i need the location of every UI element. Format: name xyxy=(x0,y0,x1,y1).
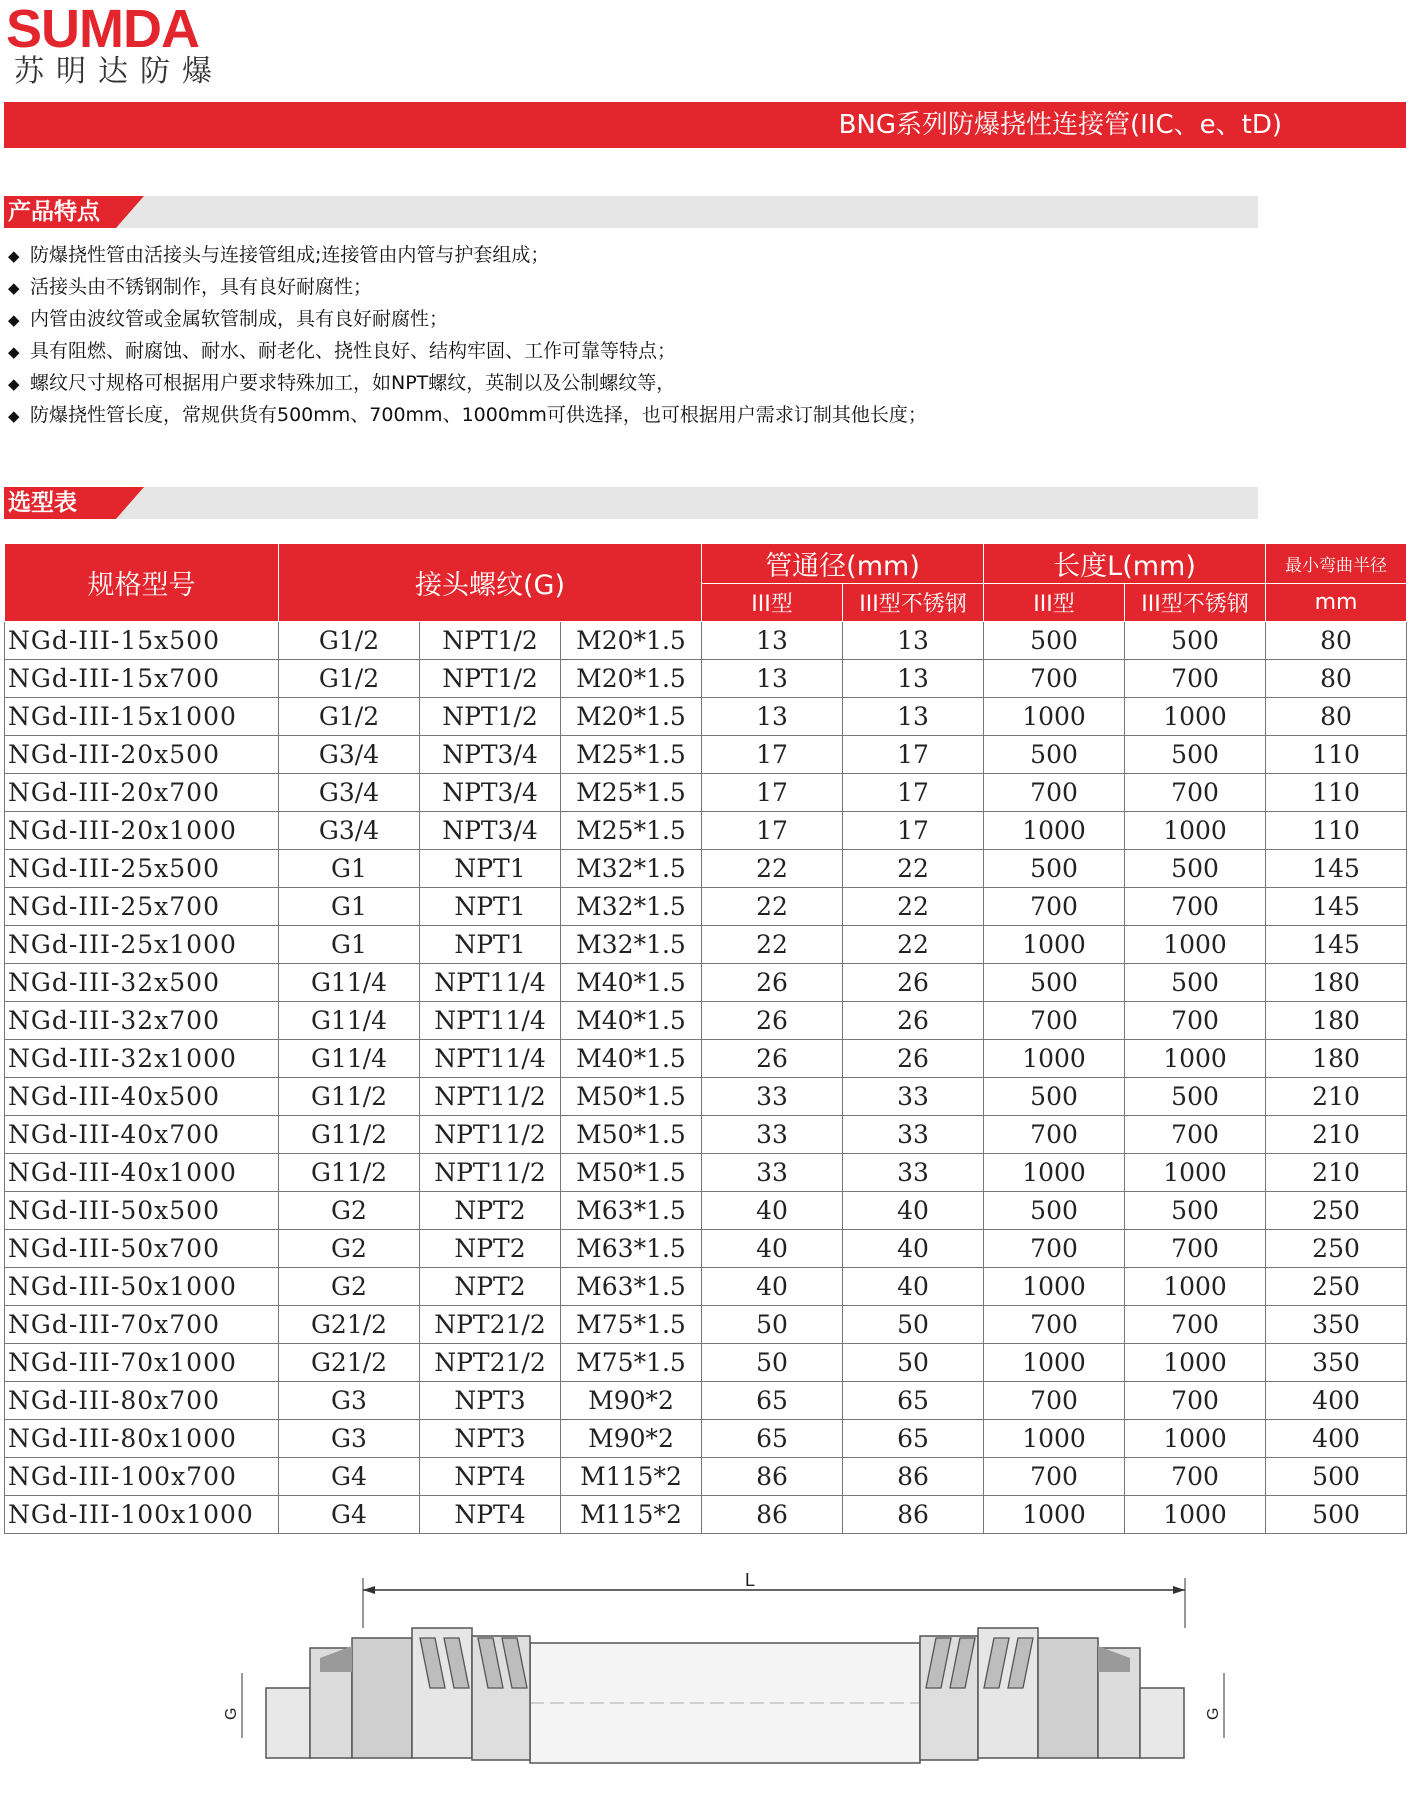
cell-length-type3: 1000 xyxy=(984,1268,1125,1306)
cell-thread-metric: M20*1.5 xyxy=(561,698,702,736)
cell-thread-npt: NPT3/4 xyxy=(420,812,561,850)
cell-thread-g: G1/2 xyxy=(279,660,420,698)
cell-length-type3-ss: 700 xyxy=(1125,888,1266,926)
feature-text: 防爆挠性管长度，常规供货有500mm、700mm、1000mm可供选择，也可根据用户需求订制其他长度； xyxy=(30,404,927,426)
feature-item xyxy=(8,400,1308,432)
cell-length-type3-ss: 1000 xyxy=(1125,1154,1266,1192)
table-row xyxy=(5,1268,1407,1306)
cell-thread-npt: NPT21/2 xyxy=(420,1306,561,1344)
cell-min-bend-radius: 145 xyxy=(1266,850,1407,888)
cell-min-bend-radius: 210 xyxy=(1266,1154,1407,1192)
cell-thread-npt: NPT3/4 xyxy=(420,774,561,812)
cell-min-bend-radius: 145 xyxy=(1266,888,1407,926)
cell-model: NGd-III-70x1000 xyxy=(5,1344,279,1382)
cell-thread-metric: M115*2 xyxy=(561,1458,702,1496)
table-row xyxy=(5,1192,1407,1230)
cell-bore-type3-ss: 22 xyxy=(843,850,984,888)
cell-thread-g: G11/2 xyxy=(279,1116,420,1154)
cell-bore-type3-ss: 13 xyxy=(843,660,984,698)
cell-thread-npt: NPT11/2 xyxy=(420,1154,561,1192)
cell-model: NGd-III-25x1000 xyxy=(5,926,279,964)
cell-bore-type3: 65 xyxy=(702,1382,843,1420)
cell-min-bend-radius: 250 xyxy=(1266,1192,1407,1230)
cell-min-bend-radius: 110 xyxy=(1266,736,1407,774)
cell-thread-metric: M20*1.5 xyxy=(561,660,702,698)
cell-bore-type3: 50 xyxy=(702,1306,843,1344)
thread-label-left: G xyxy=(223,1707,240,1720)
cell-thread-g: G3 xyxy=(279,1420,420,1458)
cell-length-type3: 500 xyxy=(984,736,1125,774)
cell-bore-type3: 26 xyxy=(702,1040,843,1078)
cell-thread-metric: M115*2 xyxy=(561,1496,702,1534)
diamond-bullet-icon: ◆ xyxy=(8,247,20,265)
cell-length-type3: 500 xyxy=(984,964,1125,1002)
cell-thread-metric: M50*1.5 xyxy=(561,1078,702,1116)
cell-min-bend-radius: 400 xyxy=(1266,1382,1407,1420)
cell-length-type3: 700 xyxy=(984,1382,1125,1420)
cell-model: NGd-III-80x700 xyxy=(5,1382,279,1420)
cell-length-type3: 500 xyxy=(984,1192,1125,1230)
cell-length-type3-ss: 500 xyxy=(1125,622,1266,660)
cell-bore-type3: 22 xyxy=(702,850,843,888)
cell-length-type3: 500 xyxy=(984,622,1125,660)
cell-model: NGd-III-25x500 xyxy=(5,850,279,888)
cell-thread-npt: NPT21/2 xyxy=(420,1344,561,1382)
cell-min-bend-radius: 80 xyxy=(1266,622,1407,660)
cell-thread-g: G3/4 xyxy=(279,736,420,774)
feature-text: 螺纹尺寸规格可根据用户要求特殊加工，如NPT螺纹，英制以及公制螺纹等， xyxy=(30,372,676,394)
cell-min-bend-radius: 110 xyxy=(1266,774,1407,812)
cell-thread-metric: M75*1.5 xyxy=(561,1306,702,1344)
cell-length-type3: 700 xyxy=(984,888,1125,926)
cell-thread-metric: M50*1.5 xyxy=(561,1116,702,1154)
cell-length-type3: 700 xyxy=(984,1458,1125,1496)
table-row xyxy=(5,622,1407,660)
table-row xyxy=(5,1458,1407,1496)
feature-text: 活接头由不锈钢制作，具有良好耐腐性； xyxy=(30,276,373,298)
cell-bore-type3-ss: 26 xyxy=(843,964,984,1002)
cell-length-type3-ss: 700 xyxy=(1125,774,1266,812)
cell-length-type3: 1000 xyxy=(984,1344,1125,1382)
diamond-bullet-icon: ◆ xyxy=(8,407,20,425)
cell-model: NGd-III-15x700 xyxy=(5,660,279,698)
cell-model: NGd-III-50x1000 xyxy=(5,1268,279,1306)
cell-length-type3-ss: 1000 xyxy=(1125,1496,1266,1534)
cell-bore-type3: 22 xyxy=(702,926,843,964)
cell-length-type3: 1000 xyxy=(984,698,1125,736)
cell-length-type3: 700 xyxy=(984,1116,1125,1154)
cell-thread-metric: M63*1.5 xyxy=(561,1230,702,1268)
selection-table xyxy=(4,543,1407,1534)
cell-bore-type3: 50 xyxy=(702,1344,843,1382)
table-body xyxy=(5,622,1407,1534)
cell-bore-type3: 13 xyxy=(702,698,843,736)
cell-thread-g: G11/4 xyxy=(279,964,420,1002)
cell-length-type3-ss: 700 xyxy=(1125,660,1266,698)
header-model: 规格型号 xyxy=(5,544,279,622)
feature-text: 具有阻燃、耐腐蚀、耐水、耐老化、挠性良好、结构牢固、工作可靠等特点； xyxy=(30,340,677,362)
cell-min-bend-radius: 110 xyxy=(1266,812,1407,850)
cell-thread-g: G11/2 xyxy=(279,1078,420,1116)
feature-item xyxy=(8,304,1308,336)
cell-length-type3: 1000 xyxy=(984,1040,1125,1078)
cell-thread-npt: NPT1/2 xyxy=(420,660,561,698)
cell-thread-g: G2 xyxy=(279,1268,420,1306)
feature-list xyxy=(8,240,1308,432)
cell-length-type3: 1000 xyxy=(984,1420,1125,1458)
cell-bore-type3: 26 xyxy=(702,964,843,1002)
cell-bore-type3-ss: 65 xyxy=(843,1382,984,1420)
table-row xyxy=(5,736,1407,774)
cell-bore-type3-ss: 65 xyxy=(843,1420,984,1458)
title-banner xyxy=(4,102,1406,148)
cell-bore-type3-ss: 22 xyxy=(843,888,984,926)
cell-bore-type3-ss: 50 xyxy=(843,1344,984,1382)
cell-thread-npt: NPT11/4 xyxy=(420,1040,561,1078)
cell-length-type3-ss: 700 xyxy=(1125,1230,1266,1268)
table-row xyxy=(5,812,1407,850)
cell-min-bend-radius: 500 xyxy=(1266,1458,1407,1496)
feature-item xyxy=(8,368,1308,400)
cell-model: NGd-III-25x700 xyxy=(5,888,279,926)
cell-bore-type3: 22 xyxy=(702,888,843,926)
cell-bore-type3-ss: 40 xyxy=(843,1192,984,1230)
cell-thread-npt: NPT11/2 xyxy=(420,1078,561,1116)
cell-thread-g: G1 xyxy=(279,850,420,888)
cell-thread-g: G1 xyxy=(279,926,420,964)
cell-thread-npt: NPT3/4 xyxy=(420,736,561,774)
cell-length-type3-ss: 700 xyxy=(1125,1382,1266,1420)
length-label: L xyxy=(744,1570,756,1590)
cell-thread-g: G4 xyxy=(279,1458,420,1496)
cell-min-bend-radius: 180 xyxy=(1266,1040,1407,1078)
cell-thread-npt: NPT11/2 xyxy=(420,1116,561,1154)
cell-bore-type3: 40 xyxy=(702,1192,843,1230)
cell-length-type3: 1000 xyxy=(984,1496,1125,1534)
table-row xyxy=(5,888,1407,926)
cell-bore-type3: 13 xyxy=(702,660,843,698)
cell-model: NGd-III-32x500 xyxy=(5,964,279,1002)
cell-thread-npt: NPT1 xyxy=(420,850,561,888)
cell-thread-metric: M90*2 xyxy=(561,1420,702,1458)
table-row xyxy=(5,850,1407,888)
cell-thread-npt: NPT2 xyxy=(420,1230,561,1268)
cell-thread-metric: M63*1.5 xyxy=(561,1192,702,1230)
thread-label-right: G xyxy=(1205,1707,1222,1720)
cell-min-bend-radius: 250 xyxy=(1266,1230,1407,1268)
cell-thread-metric: M32*1.5 xyxy=(561,926,702,964)
table-row xyxy=(5,1078,1407,1116)
cell-bore-type3-ss: 17 xyxy=(843,812,984,850)
cell-length-type3-ss: 1000 xyxy=(1125,812,1266,850)
cell-length-type3: 1000 xyxy=(984,926,1125,964)
cell-model: NGd-III-32x1000 xyxy=(5,1040,279,1078)
cell-thread-g: G11/2 xyxy=(279,1154,420,1192)
cell-thread-metric: M25*1.5 xyxy=(561,774,702,812)
cell-min-bend-radius: 250 xyxy=(1266,1268,1407,1306)
cell-length-type3: 1000 xyxy=(984,812,1125,850)
cell-length-type3-ss: 1000 xyxy=(1125,1420,1266,1458)
header-bore: 管通径(mm) xyxy=(702,544,984,584)
cell-model: NGd-III-40x500 xyxy=(5,1078,279,1116)
table-row xyxy=(5,1154,1407,1192)
table-row xyxy=(5,1306,1407,1344)
cell-min-bend-radius: 180 xyxy=(1266,1002,1407,1040)
cell-bore-type3-ss: 50 xyxy=(843,1306,984,1344)
cell-min-bend-radius: 80 xyxy=(1266,660,1407,698)
cell-thread-metric: M90*2 xyxy=(561,1382,702,1420)
cell-bore-type3: 40 xyxy=(702,1230,843,1268)
header-length-type3-ss: III型不锈钢 xyxy=(1125,584,1266,622)
cell-thread-npt: NPT11/4 xyxy=(420,964,561,1002)
cell-thread-g: G3/4 xyxy=(279,812,420,850)
diamond-bullet-icon: ◆ xyxy=(8,375,20,393)
cell-thread-metric: M25*1.5 xyxy=(561,736,702,774)
table-row xyxy=(5,698,1407,736)
cell-thread-g: G21/2 xyxy=(279,1344,420,1382)
section-title-selection: 选型表 xyxy=(8,490,77,516)
cell-bore-type3-ss: 26 xyxy=(843,1002,984,1040)
cell-thread-npt: NPT3 xyxy=(420,1420,561,1458)
cell-model: NGd-III-50x700 xyxy=(5,1230,279,1268)
cell-bore-type3: 33 xyxy=(702,1078,843,1116)
cell-length-type3-ss: 1000 xyxy=(1125,1268,1266,1306)
cell-thread-npt: NPT2 xyxy=(420,1192,561,1230)
feature-item xyxy=(8,336,1308,368)
cell-bore-type3-ss: 13 xyxy=(843,622,984,660)
cell-thread-g: G11/4 xyxy=(279,1040,420,1078)
cell-thread-npt: NPT3 xyxy=(420,1382,561,1420)
cell-thread-npt: NPT4 xyxy=(420,1458,561,1496)
cell-bore-type3-ss: 86 xyxy=(843,1496,984,1534)
cell-thread-npt: NPT1 xyxy=(420,926,561,964)
cell-length-type3-ss: 500 xyxy=(1125,964,1266,1002)
cell-bore-type3: 17 xyxy=(702,736,843,774)
cell-bore-type3: 17 xyxy=(702,812,843,850)
cell-bore-type3-ss: 17 xyxy=(843,774,984,812)
cell-bore-type3-ss: 86 xyxy=(843,1458,984,1496)
cell-thread-g: G2 xyxy=(279,1192,420,1230)
cell-thread-metric: M50*1.5 xyxy=(561,1154,702,1192)
cell-thread-metric: M32*1.5 xyxy=(561,850,702,888)
cell-model: NGd-III-50x500 xyxy=(5,1192,279,1230)
cell-bore-type3: 26 xyxy=(702,1002,843,1040)
cell-length-type3-ss: 500 xyxy=(1125,1078,1266,1116)
cell-model: NGd-III-32x700 xyxy=(5,1002,279,1040)
cell-thread-npt: NPT1 xyxy=(420,888,561,926)
cell-length-type3-ss: 700 xyxy=(1125,1002,1266,1040)
cell-bore-type3: 65 xyxy=(702,1420,843,1458)
cell-length-type3-ss: 700 xyxy=(1125,1116,1266,1154)
cell-bore-type3-ss: 33 xyxy=(843,1116,984,1154)
cell-min-bend-radius: 145 xyxy=(1266,926,1407,964)
brand-name: 苏明达防爆 xyxy=(14,54,224,89)
table-row xyxy=(5,1382,1407,1420)
cell-model: NGd-III-100x1000 xyxy=(5,1496,279,1534)
cell-thread-g: G21/2 xyxy=(279,1306,420,1344)
table-row xyxy=(5,964,1407,1002)
cell-bore-type3-ss: 26 xyxy=(843,1040,984,1078)
cell-length-type3: 500 xyxy=(984,1078,1125,1116)
cell-thread-npt: NPT1/2 xyxy=(420,698,561,736)
cell-thread-metric: M20*1.5 xyxy=(561,622,702,660)
cell-length-type3-ss: 500 xyxy=(1125,1192,1266,1230)
cell-thread-metric: M40*1.5 xyxy=(561,1002,702,1040)
cell-length-type3: 500 xyxy=(984,850,1125,888)
cell-model: NGd-III-40x1000 xyxy=(5,1154,279,1192)
table-row xyxy=(5,1344,1407,1382)
section-header-selection xyxy=(4,487,1258,519)
cell-length-type3: 700 xyxy=(984,1230,1125,1268)
cell-min-bend-radius: 350 xyxy=(1266,1306,1407,1344)
cell-thread-metric: M25*1.5 xyxy=(561,812,702,850)
cell-min-bend-radius: 350 xyxy=(1266,1344,1407,1382)
table-row xyxy=(5,1420,1407,1458)
hose-diagram xyxy=(223,1568,1230,1789)
cell-model: NGd-III-20x1000 xyxy=(5,812,279,850)
cell-thread-g: G11/4 xyxy=(279,1002,420,1040)
cell-bore-type3: 86 xyxy=(702,1496,843,1534)
cell-bore-type3-ss: 17 xyxy=(843,736,984,774)
cell-model: NGd-III-20x700 xyxy=(5,774,279,812)
table-row xyxy=(5,1002,1407,1040)
cell-min-bend-radius: 210 xyxy=(1266,1116,1407,1154)
cell-length-type3: 700 xyxy=(984,660,1125,698)
cell-length-type3: 700 xyxy=(984,1002,1125,1040)
feature-text: 防爆挠性管由活接头与连接管组成;连接管由内管与护套组成； xyxy=(30,244,550,266)
cell-thread-g: G4 xyxy=(279,1496,420,1534)
cell-thread-metric: M32*1.5 xyxy=(561,888,702,926)
hose-drawing xyxy=(223,1568,1230,1789)
cell-length-type3-ss: 500 xyxy=(1125,736,1266,774)
header-bore-type3: III型 xyxy=(702,584,843,622)
brand-logo xyxy=(6,2,224,90)
table-row xyxy=(5,1496,1407,1534)
cell-model: NGd-III-80x1000 xyxy=(5,1420,279,1458)
table-row xyxy=(5,660,1407,698)
header-bore-type3-ss: III型不锈钢 xyxy=(843,584,984,622)
cell-min-bend-radius: 80 xyxy=(1266,698,1407,736)
cell-min-bend-radius: 180 xyxy=(1266,964,1407,1002)
cell-length-type3-ss: 1000 xyxy=(1125,1040,1266,1078)
cell-thread-npt: NPT1/2 xyxy=(420,622,561,660)
cell-bore-type3-ss: 33 xyxy=(843,1154,984,1192)
cell-model: NGd-III-70x700 xyxy=(5,1306,279,1344)
cell-thread-g: G2 xyxy=(279,1230,420,1268)
cell-length-type3: 1000 xyxy=(984,1154,1125,1192)
cell-bore-type3: 33 xyxy=(702,1154,843,1192)
cell-bore-type3: 17 xyxy=(702,774,843,812)
table-row xyxy=(5,1230,1407,1268)
page-title: BNG系列防爆挠性连接管(IIC、e、tD) xyxy=(838,110,1282,140)
cell-thread-metric: M40*1.5 xyxy=(561,1040,702,1078)
cell-bore-type3-ss: 40 xyxy=(843,1230,984,1268)
header-radius-unit: mm xyxy=(1266,584,1407,622)
cell-bore-type3-ss: 33 xyxy=(843,1078,984,1116)
feature-item xyxy=(8,272,1308,304)
cell-model: NGd-III-15x1000 xyxy=(5,698,279,736)
table-row xyxy=(5,774,1407,812)
cell-bore-type3-ss: 40 xyxy=(843,1268,984,1306)
cell-thread-metric: M40*1.5 xyxy=(561,964,702,1002)
cell-bore-type3-ss: 13 xyxy=(843,698,984,736)
feature-item xyxy=(8,240,1308,272)
cell-bore-type3: 13 xyxy=(702,622,843,660)
cell-model: NGd-III-40x700 xyxy=(5,1116,279,1154)
cell-length-type3-ss: 500 xyxy=(1125,850,1266,888)
header-length: 长度L(mm) xyxy=(984,544,1266,584)
cell-model: NGd-III-100x700 xyxy=(5,1458,279,1496)
cell-thread-npt: NPT11/4 xyxy=(420,1002,561,1040)
cell-thread-npt: NPT4 xyxy=(420,1496,561,1534)
table-row xyxy=(5,926,1407,964)
cell-length-type3-ss: 1000 xyxy=(1125,698,1266,736)
diamond-bullet-icon: ◆ xyxy=(8,311,20,329)
section-header-features xyxy=(4,196,1258,228)
cell-thread-g: G1/2 xyxy=(279,698,420,736)
cell-thread-metric: M75*1.5 xyxy=(561,1344,702,1382)
table-row xyxy=(5,1040,1407,1078)
section-title-features: 产品特点 xyxy=(8,199,100,225)
header-thread: 接头螺纹(G) xyxy=(279,544,702,622)
cell-min-bend-radius: 210 xyxy=(1266,1078,1407,1116)
cell-min-bend-radius: 400 xyxy=(1266,1420,1407,1458)
cell-thread-g: G3 xyxy=(279,1382,420,1420)
table-row xyxy=(5,1116,1407,1154)
diamond-bullet-icon: ◆ xyxy=(8,279,20,297)
cell-bore-type3: 86 xyxy=(702,1458,843,1496)
cell-length-type3-ss: 700 xyxy=(1125,1458,1266,1496)
cell-length-type3-ss: 1000 xyxy=(1125,1344,1266,1382)
cell-bore-type3: 40 xyxy=(702,1268,843,1306)
diamond-bullet-icon: ◆ xyxy=(8,343,20,361)
cell-thread-metric: M63*1.5 xyxy=(561,1268,702,1306)
cell-length-type3: 700 xyxy=(984,1306,1125,1344)
cell-model: NGd-III-15x500 xyxy=(5,622,279,660)
cell-length-type3: 700 xyxy=(984,774,1125,812)
cell-bore-type3: 33 xyxy=(702,1116,843,1154)
cell-thread-g: G1 xyxy=(279,888,420,926)
cell-length-type3-ss: 1000 xyxy=(1125,926,1266,964)
cell-thread-g: G1/2 xyxy=(279,622,420,660)
cell-model: NGd-III-20x500 xyxy=(5,736,279,774)
cell-thread-npt: NPT2 xyxy=(420,1268,561,1306)
header-min-bend-radius: 最小弯曲半径 xyxy=(1266,544,1407,584)
cell-length-type3-ss: 700 xyxy=(1125,1306,1266,1344)
cell-thread-g: G3/4 xyxy=(279,774,420,812)
brand-logo-text: SUMDA xyxy=(6,0,199,59)
cell-min-bend-radius: 500 xyxy=(1266,1496,1407,1534)
cell-bore-type3-ss: 22 xyxy=(843,926,984,964)
header-length-type3: III型 xyxy=(984,584,1125,622)
feature-text: 内管由波纹管或金属软管制成，具有良好耐腐性； xyxy=(30,308,449,330)
